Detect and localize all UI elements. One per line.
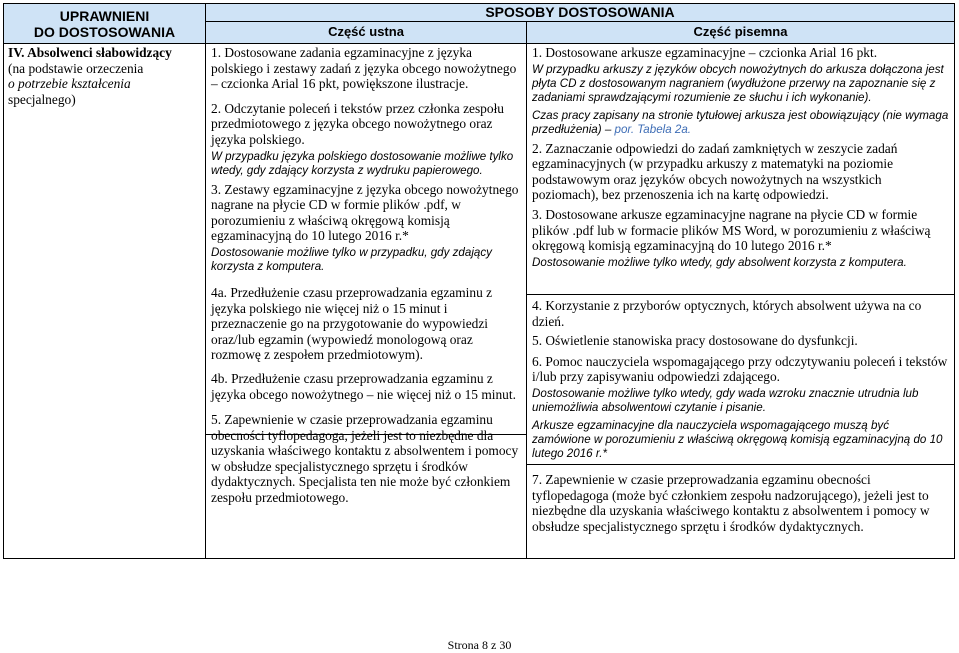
row-line-1 [527, 294, 954, 295]
written-cell-middle [532, 298, 950, 461]
header-oral-label: Część ustna [328, 24, 404, 39]
header-written-label: Część pisemna [693, 24, 788, 39]
category-cell [8, 45, 203, 107]
category-line3: o potrzebie kształcenia [8, 76, 131, 92]
divider-middle [526, 44, 527, 558]
header-left-line1: UPRAWNIENI [59, 8, 150, 24]
accommodations-table [3, 3, 955, 559]
written-item-5: 5. Oświetlenie stanowiska pracy dostosowane do dysfunkcji. [532, 333, 858, 349]
oral-item-3: 3. Zestawy egzaminacyjne z języka obcego nowożytnego nagrane na płycie CD w formie plików .pdf, w porozumieniu z właściwą okręgową komisją egzaminacyjną do 10 lutego 2016 r.* [211, 181, 519, 244]
category-title: IV. Absolwenci słabowidzący [8, 45, 172, 60]
table-2a-reference: por. Tabela 2a. [614, 122, 692, 136]
oral-item-4a: 4a. Przedłużenie czasu przeprowadzania egzaminu z języka polskiego nie więcej niż o 15 minut i przeznaczenie go na przygotowanie do wypowiedzi oraz/lub egzamin (wypowiedź monologową oraz rozmowę z zespołem przedmiotowym). [211, 284, 493, 363]
header-oral [206, 22, 527, 44]
oral-item-1: 1. Dostosowane zadania egzaminacyjne z języka polskiego i zestawy zadań z języka obcego nowożytnego – czcionka Arial 16 pkt, powiększone ilustracje. [211, 45, 517, 92]
header-left [4, 4, 206, 44]
written-item-1-note2-text: Czas pracy zapisany na stronie tytułowej arkusza jest obowiązujący (nie wymaga przedłużenia) – [532, 108, 949, 136]
written-item-4: 4. Korzystanie z przyborów optycznych, których absolwent używa na co dzień. [532, 298, 922, 329]
category-line4: specjalnego) [8, 91, 76, 107]
written-cell-bottom [532, 472, 950, 534]
written-item-1-note2 [532, 109, 950, 137]
oral-item-2-note: W przypadku języka polskiego dostosowanie możliwe tylko wtedy, gdy zdający korzysta z wydruku papierowego. [211, 149, 514, 177]
oral-item-5: 5. Zapewnienie w czasie przeprowadzania egzaminu obecności tyflopedagoga, jeżeli jest to niezbędne dla uzyskania właściwego kontaktu z absolwentem i pomocy w obsłudze specjalistycznego sprzętu i środków dydaktycznych. Specjalista ten nie może być członkiem zespołu przedmiotowego. [211, 412, 519, 506]
oral-item-4b: 4b. Przedłużenie czasu przeprowadzania egzaminu z języka obcego nowożytnego – nie więcej niż o 15 minut. [211, 370, 516, 402]
divider-left [205, 44, 206, 558]
header-left-line2: DO DOSTOSOWANIA [33, 24, 176, 40]
written-item-1: 1. Dostosowane arkusze egzaminacyjne – czcionka Arial 16 pkt. [532, 45, 878, 60]
written-item-3-note: Dostosowanie możliwe tylko wtedy, gdy absolwent korzysta z komputera. [532, 255, 907, 269]
written-item-6-note: Dostosowanie możliwe tylko wtedy, gdy wada wzroku znacznie utrudnia lub uniemożliwia absolwentowi czytanie i pisanie. [532, 386, 919, 414]
header-main [206, 4, 954, 22]
written-item-7: 7. Zapewnienie w czasie przeprowadzania egzaminu obecności tyflopedagoga (może być członkiem zespołu nadzorującego), jeżeli jest to niezbędne dla uzyskania właściwego kontaktu z absolwentem i pomocy w obsłudze specjalistycznego sprzętu i środków dydaktycznych. [532, 472, 930, 534]
written-item-6: 6. Pomoc nauczyciela wspomagającego przy odczytywaniu poleceń i tekstów i/lub przy zapisywaniu odpowiedzi zdającego. [532, 353, 948, 385]
written-item-2: 2. Zaznaczanie odpowiedzi do zadań zamkniętych w zeszycie zadań egzaminacyjnych (w przypadku arkuszy z matematyki na poziomie podstawowym oraz języków obcych nowożytnych na wszystkich poziomach), bez przenoszenia ich na kartę odpowiedzi. [532, 140, 898, 203]
written-cell-top [532, 45, 950, 270]
oral-cell [211, 45, 523, 506]
written-item-3: 3. Dostosowane arkusze egzaminacyjne nagrane na płycie CD w formie plików .pdf lub w formacie plików MS Word, w porozumieniu z właściwą okręgową komisją egzaminacyjną do 10 lutego 2016 r.* [532, 206, 931, 254]
written-item-6-note2: Arkusze egzaminacyjne dla nauczyciela wspomagającego muszą być zamówione w porozumieniu z właściwą okręgową komisją egzaminacyjną do 10 lutego 2016 r.* [532, 418, 943, 460]
category-line2: (na podstawie orzeczenia [8, 60, 144, 76]
header-main-label: SPOSOBY DOSTOSOWANIA [485, 4, 675, 20]
oral-item-3-note: Dostosowanie możliwe tylko w przypadku, gdy zdający korzysta z komputera. [211, 245, 492, 273]
oral-item-2: 2. Odczytanie poleceń i tekstów przez członka zespołu przedmiotowego z języka obcego nowożytnego oraz języka polskiego. [211, 100, 504, 147]
page-number: Strona 8 z 30 [447, 638, 512, 652]
header-written [527, 22, 954, 44]
row-line-2 [527, 464, 954, 465]
written-item-1-note: W przypadku arkuszy z języków obcych nowożytnych do arkusza dołączona jest płyta CD z dostosowanym nagraniem (wydłużone przerwy na zapoznanie się z zadaniami sprawdzającymi rozumienie ze słuchu i ich wykonanie). [532, 62, 944, 104]
